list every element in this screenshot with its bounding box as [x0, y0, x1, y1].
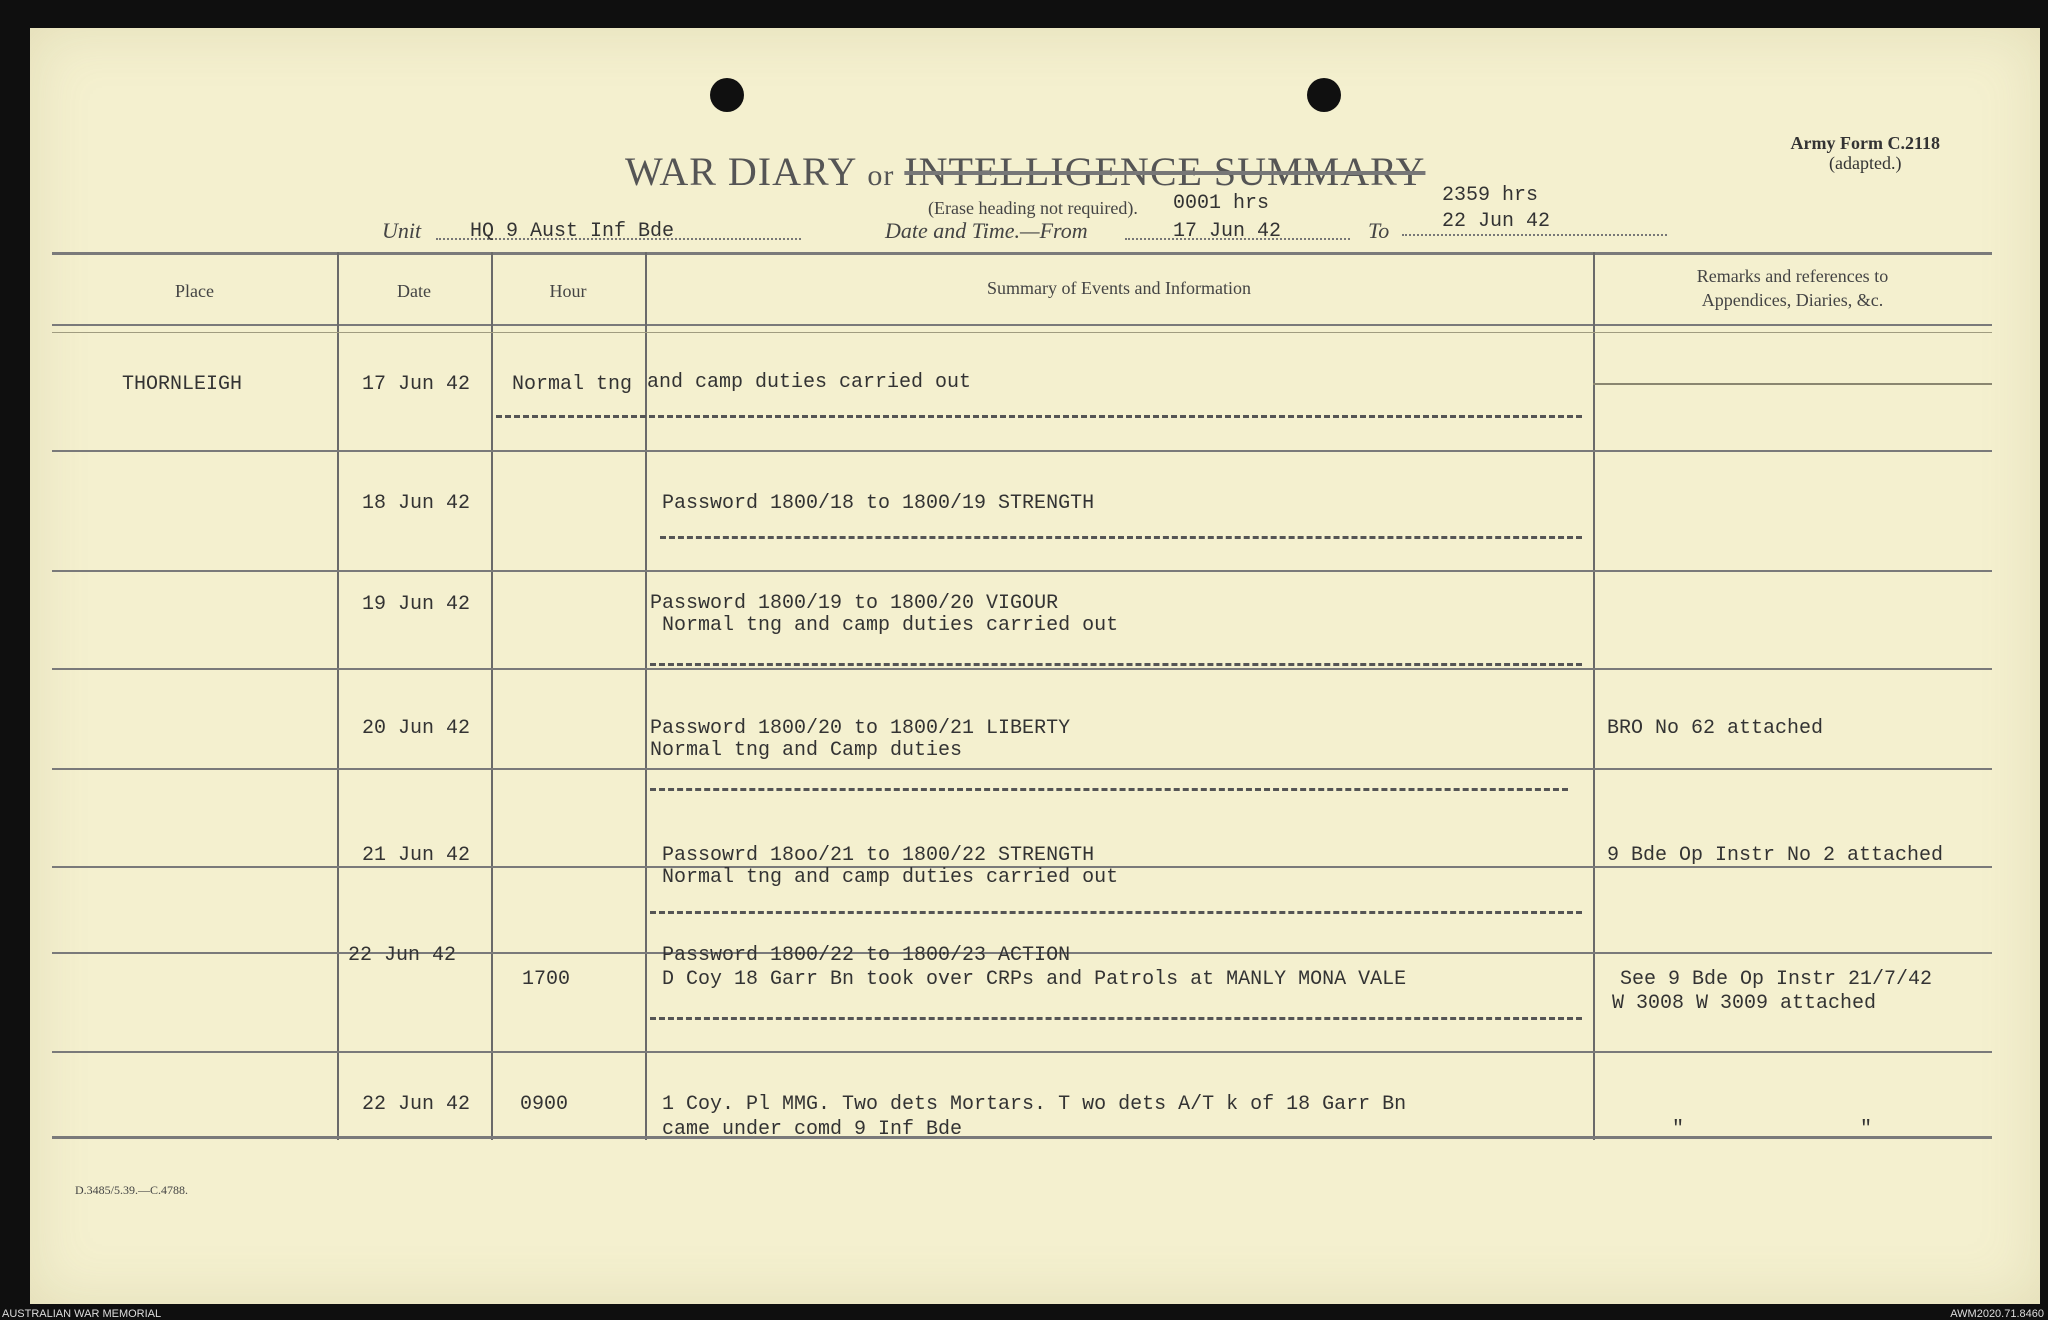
entry-date: 22 Jun 42 [362, 1093, 471, 1116]
entry-summary-line2: Normal tng and camp duties carried out [662, 866, 1119, 889]
entry-hour: 1700 [522, 968, 571, 991]
entry-hour: Normal tng [512, 373, 633, 396]
col-divider-date [337, 252, 339, 1140]
entry-date: 20 Jun 42 [362, 717, 471, 740]
col-header-remarks [1593, 264, 1992, 312]
print-code: D.3485/5.39.—C.4788. [75, 1183, 189, 1197]
col-header-hour: Hour [549, 281, 587, 301]
entry-remarks: 9 Bde Op Instr No 2 attached [1607, 844, 1944, 867]
entry-summary-line1: Password 1800/19 to 1800/20 VIGOUR [650, 592, 1059, 615]
entry-remarks-ditto: " [1860, 1118, 1873, 1141]
entry-remarks: " [1672, 1118, 1685, 1141]
footer-right: AWM2020.71.8460 [1950, 1308, 2044, 1320]
col-divider-remarks [1593, 252, 1595, 1140]
title-or: or [867, 159, 895, 192]
entry-summary-line2: Normal tng and Camp duties [650, 739, 963, 762]
form-name: Army Form C.2118 [1790, 133, 1940, 153]
unit-label: Unit [382, 218, 422, 243]
table-bottom-border [52, 1136, 1992, 1139]
title-intelligence-summary: INTELLIGENCE SUMMARY [904, 149, 1426, 194]
col-divider-hour [491, 252, 493, 1140]
from-time: 0001 hrs [1173, 192, 1270, 215]
rule-line [1593, 383, 1992, 385]
army-form-number [1791, 133, 1940, 173]
erase-note: (Erase heading not required). [928, 198, 1138, 218]
entry-hour: 0900 [520, 1093, 569, 1116]
entry-remarks: See 9 Bde Op Instr 21/7/42 [1620, 968, 1933, 991]
entry-place: THORNLEIGH [122, 373, 243, 396]
entry-date: 18 Jun 42 [362, 492, 471, 515]
entry-summary-line1: and camp duties carried out [647, 371, 972, 394]
header-bottom-border [52, 324, 1992, 326]
entry-summary-line2: came under comd 9 Inf Bde [662, 1118, 963, 1141]
footer-left: AUSTRALIAN WAR MEMORIAL [2, 1308, 162, 1320]
punch-hole-left [710, 78, 744, 112]
col-header-summary: Summary of Events and Information [987, 278, 1251, 298]
to-label: To [1368, 218, 1390, 243]
entry-underline [660, 536, 1582, 539]
to-time: 2359 hrs [1442, 184, 1539, 207]
col-header-date: Date [397, 281, 431, 301]
entry-summary-line2: Normal tng and camp duties carried out [662, 614, 1119, 637]
entry-date: 22 Jun 42 [348, 944, 457, 967]
remarks-header-line2: Appendices, Diaries, &c. [1701, 290, 1884, 310]
entry-underline [650, 788, 1568, 791]
entry-remarks-line2: W 3008 W 3009 attached [1612, 992, 1877, 1015]
rule-line [52, 450, 1992, 452]
entry-date: 17 Jun 42 [362, 373, 471, 396]
table-top-border [52, 252, 1992, 255]
entry-underline [650, 1017, 1582, 1020]
rule-line [52, 1051, 1992, 1053]
entry-date: 21 Jun 42 [362, 844, 471, 867]
entry-remarks: BRO No 62 attached [1607, 717, 1824, 740]
date-time-label: Date and Time.—From [885, 218, 1088, 243]
to-date: 22 Jun 42 [1442, 210, 1551, 233]
to-dotline [1402, 234, 1667, 236]
title-war-diary: WAR DIARY [625, 149, 858, 194]
entry-summary-line1: 1 Coy. Pl MMG. Two dets Mortars. T wo dets A/T k of 18 Garr Bn [662, 1093, 1407, 1116]
war-diary-page [30, 28, 2040, 1304]
entry-summary-line1: Password 1800/18 to 1800/19 STRENGTH [662, 492, 1095, 515]
entry-summary-line1: Password 1800/20 to 1800/21 LIBERTY [650, 717, 1071, 740]
from-date: 17 Jun 42 [1173, 220, 1282, 243]
entry-underline [650, 911, 1582, 914]
entry-summary-line2: D Coy 18 Garr Bn took over CRPs and Patrols at MANLY MONA VALE [662, 968, 1407, 991]
rule-line [52, 332, 1992, 333]
col-header-place: Place [175, 281, 214, 301]
form-sub: (adapted.) [1829, 153, 1902, 173]
rule-line [52, 768, 1992, 770]
remarks-header-line1: Remarks and references to [1696, 266, 1889, 286]
entry-underline [650, 663, 1582, 666]
punch-hole-right [1307, 78, 1341, 112]
page-title [625, 148, 1425, 195]
rule-line [52, 668, 1992, 670]
entry-date: 19 Jun 42 [362, 593, 471, 616]
entry-summary-line1: Passowrd 18oo/21 to 1800/22 STRENGTH [662, 844, 1095, 867]
entry-underline [496, 415, 1582, 418]
unit-value: HQ 9 Aust Inf Bde [470, 220, 675, 243]
entry-summary-line1: Password 1800/22 to 1800/23 ACTION [662, 944, 1071, 967]
rule-line [52, 570, 1992, 572]
